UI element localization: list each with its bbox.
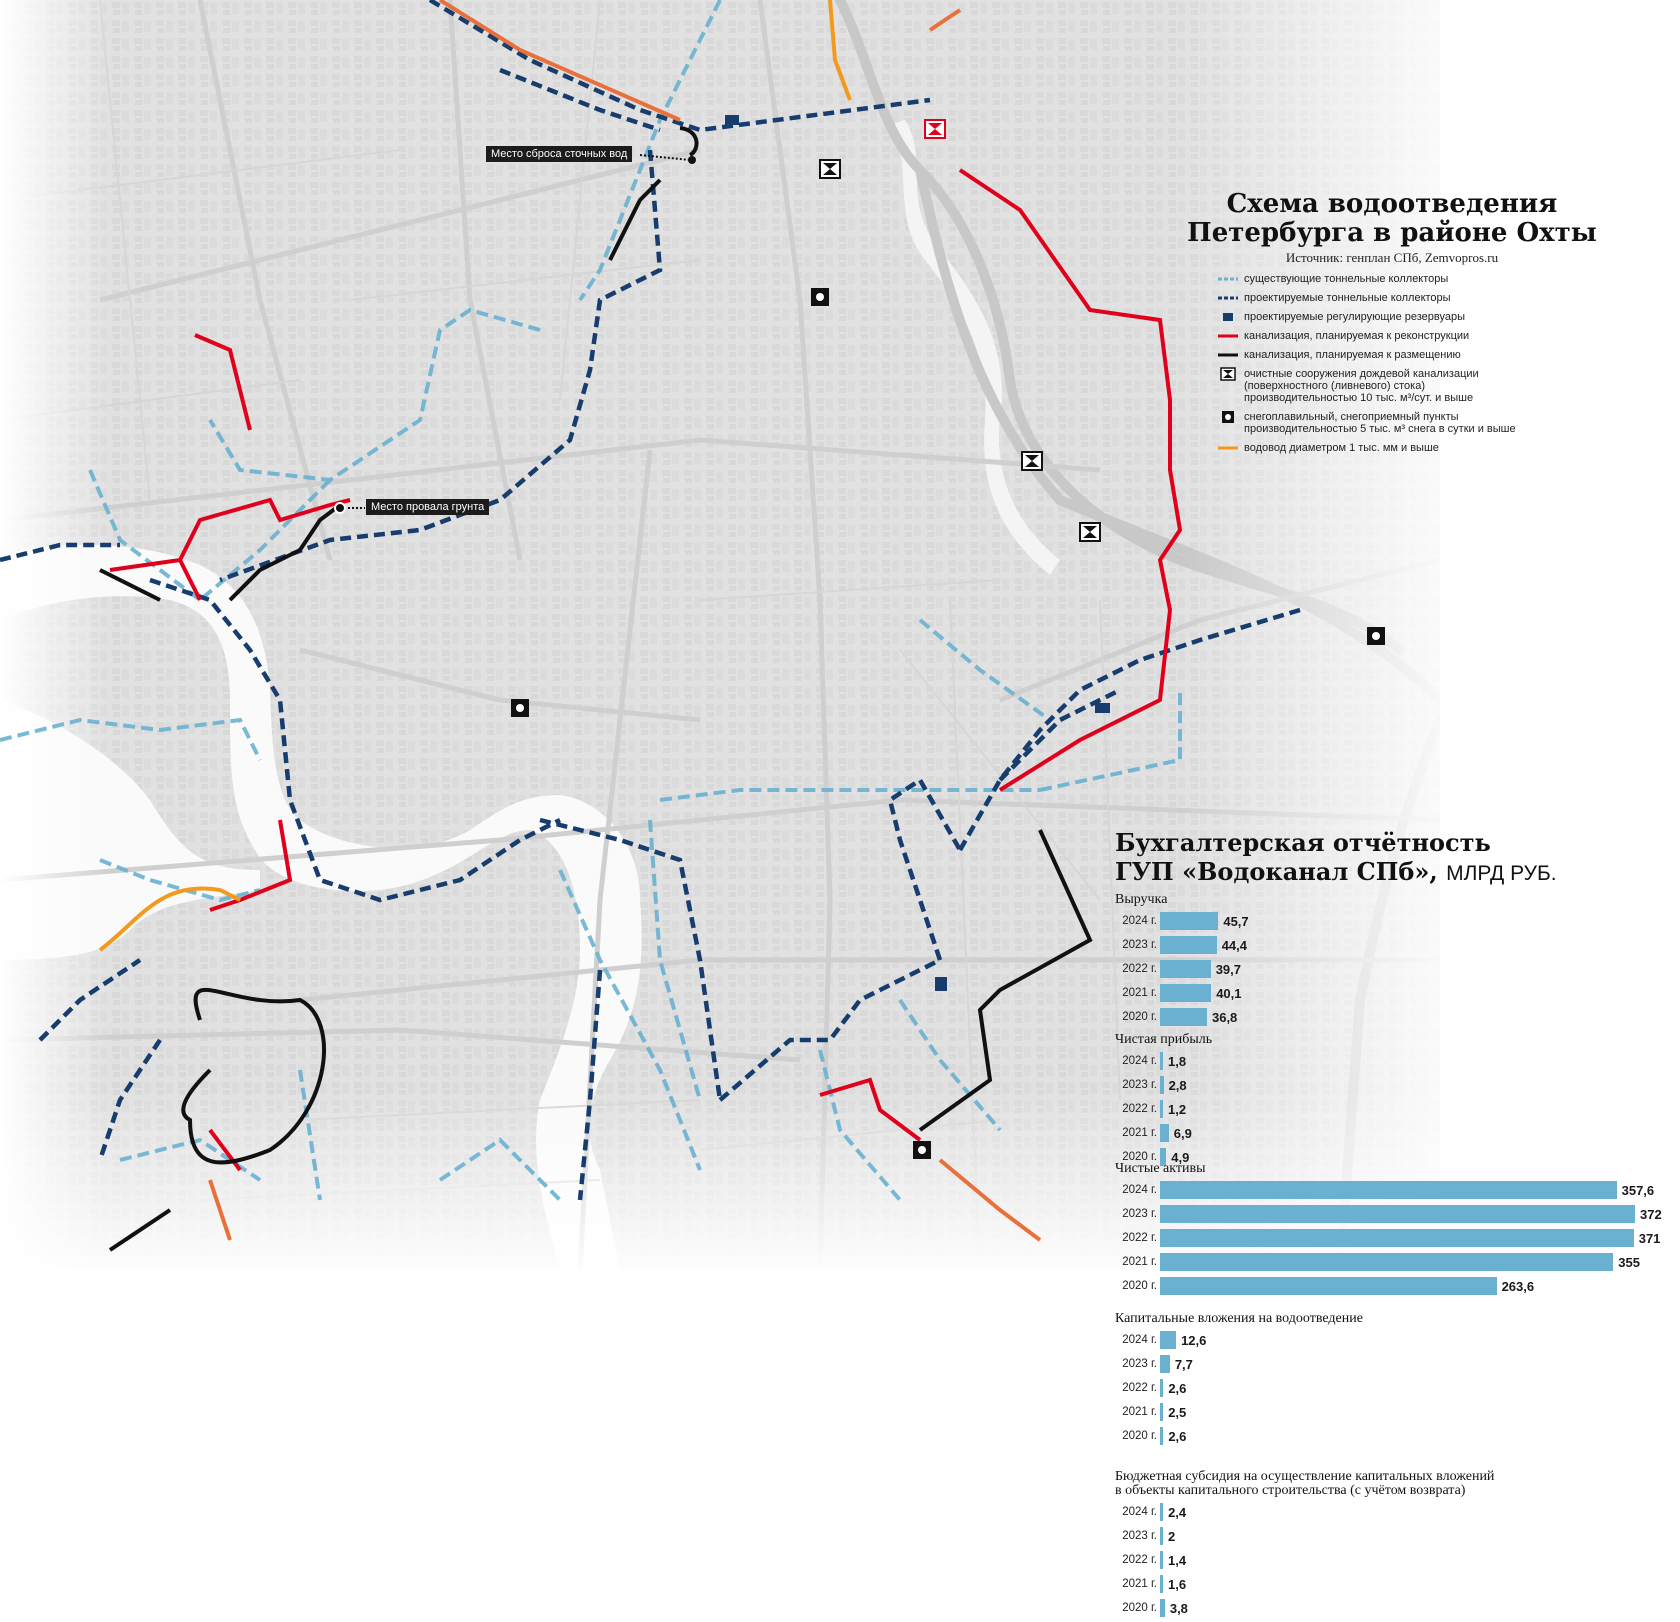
legend-item-reservoir [1218,311,1618,323]
year-label: 2021 г. [1122,1578,1157,1590]
finance-section [1115,1033,1675,1171]
section-label: Выручка [1115,892,1168,907]
fade-left [0,0,110,1280]
value-label: 44,4 [1221,937,1247,953]
value-label: 2,4 [1168,1504,1187,1520]
section-label: Бюджетная субсидия на осуществление капитальных вложений в объекты капитального строительства (с учётом возврата) [1115,1469,1495,1498]
value-label: 3,8 [1169,1600,1188,1616]
bar [1160,1599,1165,1617]
bar-row [1115,1075,1675,1095]
value-label: 6,9 [1173,1125,1192,1141]
year-label: 2022 г. [1122,1554,1157,1566]
bar-row [1115,1051,1675,1071]
bar-row [1115,983,1675,1003]
bar-row [1115,1330,1675,1350]
bar-row [1115,1204,1675,1224]
legend-item-treatment-plant [1218,368,1618,404]
bar [1160,1355,1170,1373]
bar [1160,1527,1163,1545]
finance-title-line1: Бухгалтерская отчётность [1115,828,1491,857]
bar [1160,1331,1176,1349]
year-label: 2023 г. [1122,1208,1157,1220]
legend [1218,273,1618,461]
value-label: 1,4 [1168,1552,1187,1568]
year-label: 2022 г. [1122,1232,1157,1244]
year-label: 2022 г. [1122,1103,1157,1115]
legend-item-snow-melting [1218,411,1618,435]
value-label: 45,7 [1223,913,1249,929]
value-label: 7,7 [1174,1356,1193,1372]
bar [1160,936,1217,954]
value-label: 2 [1168,1528,1176,1544]
bar-row [1115,1402,1675,1422]
value-label: 355 [1618,1254,1640,1270]
bar-row [1115,1228,1675,1248]
legend-item-label: канализация, планируемая к реконструкции [1244,330,1470,342]
bar-row [1115,1180,1675,1200]
bar [1160,1551,1163,1569]
bar [1160,1503,1163,1521]
year-label: 2020 г. [1122,1602,1157,1614]
legend-item-label: очистные сооружения дождевой канализации (поверхностного (ливневого) стока) производительностью 10 тыс. м³/сут. и выше [1244,368,1479,404]
year-label: 2020 г. [1122,1151,1157,1163]
year-label: 2020 г. [1122,1011,1157,1023]
legend-title-line1: Схема водоотведения [1226,189,1558,219]
value-label: 1,8 [1168,1053,1187,1069]
year-label: 2021 г. [1122,987,1157,999]
bar-row [1115,1354,1675,1374]
bar [1160,1253,1613,1271]
bar [1160,1052,1163,1070]
bar [1160,1076,1164,1094]
bar-row [1115,1276,1675,1296]
treatment-plant-icon [1080,523,1100,541]
bar [1160,1100,1163,1118]
snow-melting-icon [913,1141,931,1159]
snow-melting-icon [1367,627,1385,645]
treatment-plant-icon [1218,368,1238,380]
bar-row [1115,1099,1675,1119]
legend-item-planned-tunnel [1218,292,1618,304]
discharge-point [688,156,696,164]
sewer-reconstruction-icon [1218,330,1238,342]
finance-section [1115,893,1675,1031]
legend-item-existing-tunnel [1218,273,1618,285]
value-label: 372 [1640,1206,1662,1222]
collapse-point [335,503,345,513]
bar [1160,1403,1163,1421]
bar [1160,984,1211,1002]
value-label: 39,7 [1215,961,1241,977]
legend-item-water-main [1218,442,1618,454]
existing-tunnel-icon [1218,273,1238,285]
finance-section [1115,1470,1675,1622]
finance-title-line2: ГУП «Водоканал СПб», [1115,857,1438,886]
value-label: 2,8 [1168,1077,1187,1093]
legend-item-label: проектируемые регулирующие резервуары [1244,311,1466,323]
section-label: Чистые активы [1115,1161,1206,1176]
year-label: 2021 г. [1122,1127,1157,1139]
bar [1160,1008,1207,1026]
value-label: 1,2 [1168,1101,1187,1117]
snow-melting-icon [511,699,529,717]
bar [1160,1575,1163,1593]
year-label: 2020 г. [1122,1280,1157,1292]
water-main-icon [1218,442,1238,454]
finance-section [1115,1312,1675,1450]
discharge-label: Место сброса сточных вод [486,146,632,162]
bar-row [1115,1426,1675,1446]
year-label: 2023 г. [1122,939,1157,951]
treatment-plant-icon [820,160,840,178]
legend-source: Источник: генплан СПб, Zemvopros.ru [1285,250,1499,265]
bar [1160,1379,1163,1397]
legend-item-label: водовод диаметром 1 тыс. мм и выше [1244,442,1439,454]
bar-row [1115,1007,1675,1027]
treatment-plant-icon [925,120,945,138]
value-label: 40,1 [1216,985,1242,1001]
legend-item-label: канализация, планируемая к размещению [1244,349,1461,361]
finance-unit: МЛРД РУБ. [1446,862,1557,885]
bar [1160,1427,1163,1445]
legend-item-sewer-new [1218,349,1618,361]
bar [1160,1277,1497,1295]
value-label: 36,8 [1211,1009,1238,1025]
value-label: 2,5 [1168,1404,1187,1420]
section-label: Капитальные вложения на водоотведение [1115,1311,1363,1326]
year-label: 2022 г. [1122,963,1157,975]
year-label: 2020 г. [1122,1430,1157,1442]
bar-row [1115,959,1675,979]
year-label: 2024 г. [1122,1506,1157,1518]
finance-section [1115,1162,1675,1300]
year-label: 2022 г. [1122,1382,1157,1394]
finance-title [1115,828,1675,888]
year-label: 2024 г. [1122,1334,1157,1346]
bar-row [1115,1598,1675,1618]
snow-melting-icon [1218,411,1238,423]
year-label: 2024 г. [1122,915,1157,927]
bar-row [1115,935,1675,955]
bar-row [1115,1574,1675,1594]
value-label: 371 [1638,1230,1661,1246]
bar-row [1115,1252,1675,1272]
planned-tunnel-icon [1218,292,1238,304]
bar [1160,912,1218,930]
reservoir-icon [1218,311,1238,323]
legend-item-sewer-reconstruction [1218,330,1618,342]
bar-row [1115,1123,1675,1143]
bar-row [1115,1378,1675,1398]
legend-item-label: проектируемые тоннельные коллекторы [1244,292,1451,304]
value-label: 4,9 [1171,1149,1190,1165]
bar [1160,1229,1634,1247]
value-label: 1,6 [1168,1576,1187,1592]
year-label: 2021 г. [1122,1406,1157,1418]
value-label: 263,6 [1501,1278,1535,1294]
year-label: 2023 г. [1122,1079,1157,1091]
bar [1160,1181,1617,1199]
value-label: 2,6 [1168,1380,1187,1396]
year-label: 2021 г. [1122,1256,1157,1268]
treatment-plant-icon [1022,452,1042,470]
bar-row [1115,911,1675,931]
snow-melting-icon [811,288,829,306]
bar-row [1115,1550,1675,1570]
reservoir-icon [1095,703,1110,713]
year-label: 2023 г. [1122,1358,1157,1370]
legend-item-label: снегоплавильный, снегоприемный пункты производительностью 5 тыс. м³ снега в сутки и выше [1244,411,1516,435]
bar-row [1115,1502,1675,1522]
bar-row [1115,1526,1675,1546]
legend-title [1172,190,1612,248]
value-label: 2,6 [1168,1428,1187,1444]
section-label: Чистая прибыль [1115,1032,1213,1047]
reservoir-icon [935,977,947,991]
value-label: 12,6 [1181,1332,1207,1348]
bar [1160,1124,1169,1142]
bar [1160,960,1211,978]
value-label: 357,6 [1621,1182,1655,1198]
bar [1160,1205,1635,1223]
reservoir-icon [725,115,739,125]
legend-item-label: существующие тоннельные коллекторы [1244,273,1449,285]
sewer-new-icon [1218,349,1238,361]
collapse-label: Место провала грунта [366,499,489,515]
year-label: 2024 г. [1122,1055,1157,1067]
year-label: 2024 г. [1122,1184,1157,1196]
year-label: 2023 г. [1122,1530,1157,1542]
finance-title-line2-row [1115,857,1675,888]
legend-title-line2: Петербурга в районе Охты [1187,218,1597,248]
